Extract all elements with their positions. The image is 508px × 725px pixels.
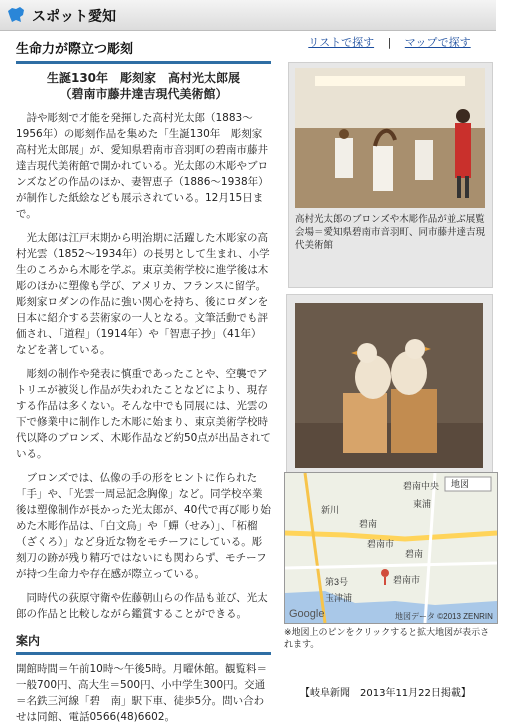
map-label-hekinan-city-2: 碧南市	[393, 575, 421, 585]
header-bar	[0, 0, 496, 31]
access-text: 開館時間＝午前10時〜午後5時。月曜休館。観覧料＝一般700円、高大生＝500円、小中学生300円。交通＝名鉄三河線「碧 南」駅下車、徒歩5分。問い合わせは同館、電話0566(48)6602。	[16, 663, 268, 723]
map-label-hekinan-1: 碧南	[359, 519, 378, 529]
location-map[interactable]	[284, 472, 498, 624]
access-title: 案内	[16, 632, 271, 655]
map-label-shinkawa: 新川	[321, 505, 340, 515]
google-logo-text: Google	[289, 608, 325, 620]
article-source: 【岐阜新聞 2013年11月22日掲載】	[300, 688, 471, 699]
exhibition-photo-caption: 高村光太郎のブロンズや木彫作品が並ぶ展覧会場＝愛知県碧南市音羽町、同市藤井達吉現代美術館	[295, 214, 486, 251]
paragraph-5: 同時代の荻原守衛や佐藤朝山らの作品も並び、光太郎の作品と比較しながら鑑賞することができる。	[16, 592, 268, 620]
section-title: 生命力が際立つ彫刻	[16, 38, 271, 64]
exhibition-title	[16, 70, 271, 102]
map-canvas	[285, 473, 497, 623]
map-label-hekinan-chuo: 碧南中央	[403, 481, 440, 491]
map-type-button[interactable]: 地図	[451, 479, 470, 489]
paragraph-2: 光太郎は江戸末期から明治期に活躍した木彫家の高村光雲（1852〜1934年）の長男として生まれ、小学生のころから木彫を学ぶ。東京美術学校に進学後は木彫のほかに塑像も学び、アメリカ、フランスに留学。彫刻家ロダンの作品に強い関心を持ち、後にロダンを日本に紹介する芸術家の一人となる。文筆活動でも評価され、「道程」（1914年）や「智恵子抄」（41年）などを著している。	[16, 232, 270, 356]
paragraph-3: 彫刻の制作や発表に慎重であったことや、空襲でアトリエが被災し作品が失われたことなどにより、現存する作品は多くない。そんな中でも同展には、光雲の下で修業中に制作した木彫に始まり、東京美術学校時代以降のブロンズ、木彫作品など約50点が出品されている。	[16, 368, 271, 460]
exhibition-title-line1: 生誕130年 彫刻家 高村光太郎展	[46, 71, 241, 85]
map-footer: 地図データ ©2013 ZENRIN	[395, 612, 493, 621]
map-search-link[interactable]: マップで探す	[404, 36, 471, 49]
map-label-hekinan-2: 碧南	[405, 549, 424, 559]
search-nav	[282, 34, 497, 50]
side-column	[282, 32, 497, 650]
nav-separator: |	[387, 36, 392, 49]
white-sparrow-sculpture-photo	[295, 303, 483, 468]
paragraph-1: 詩や彫刻で才能を発揮した高村光太郎（1883〜1956年）の彫刻作品を集めた「生誕130年 彫刻家高村光太郎展」が、愛知県碧南市音羽町の碧南市藤井達吉現代美術館で開かれている。光太郎の木彫やブロンズなどの作品のほか、妻智恵子（1886〜1938年）が制作した紙絵なども展示されている。12月15日まで。	[16, 112, 269, 220]
exhibition-hall-photo	[295, 68, 485, 208]
map-label-tamatsuura: 玉津浦	[325, 593, 353, 603]
exhibition-photo-box	[288, 62, 493, 288]
list-search-link[interactable]: リストで探す	[308, 36, 375, 49]
map-label-no3: 第3号	[325, 577, 349, 587]
map-label-hekinan-city-1: 碧南市	[367, 539, 395, 549]
paragraph-4: ブロンズでは、仏像の手の形をヒントに作られた「手」や、「光雲一周忌記念胸像」など。同学校卒業後は塑像制作が長かった光太郎が、40代で再び彫り始めた木彫作品は、「白文鳥」や「蟬（せみ）」、「柘榴（ざくろ）」など身近な物をモチーフにしている。彫刻刀の跡が残り精巧ではないにも関わらず、モチーフが持つ生命力や存在感が際立っている。	[16, 472, 271, 580]
article-column	[16, 38, 271, 725]
map-note: ※地図上のピンをクリックすると拡大地図が表示されます。	[284, 628, 490, 650]
aichi-logo-icon	[6, 5, 26, 25]
map-label-higashiura: 東浦	[413, 499, 432, 509]
header-title: スポット愛知	[32, 9, 116, 25]
exhibition-title-line2: （碧南市藤井達吉現代美術館）	[59, 87, 228, 101]
